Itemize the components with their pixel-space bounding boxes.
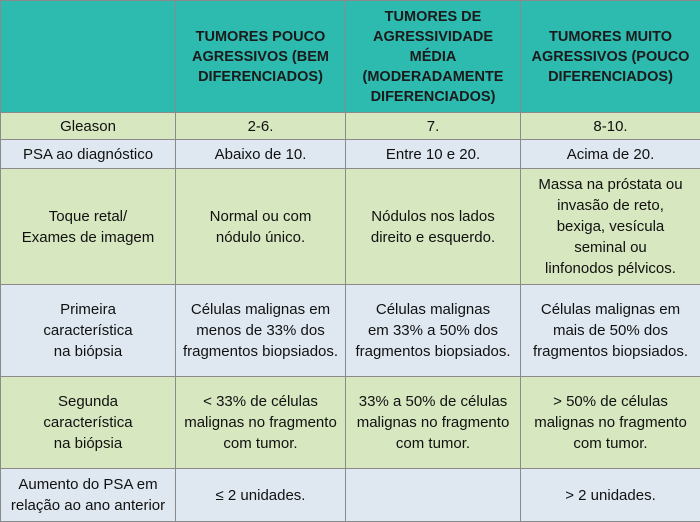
row-rectal-exam-imaging (1, 169, 700, 285)
cell-low: ≤ 2 unidades. (176, 469, 346, 522)
cell-low: Abaixo de 10. (176, 140, 346, 169)
cell-low: Normal ou com nódulo único. (176, 169, 346, 285)
header-low-aggressiveness: TUMORES POUCO AGRESSIVOS (BEM DIFERENCIADOS) (176, 1, 346, 113)
row-second-biopsy-feature (1, 377, 700, 469)
header-medium-aggressiveness: TUMORES DE AGRESSIVIDADE MÉDIA (MODERADAMENTE DIFERENCIADOS) (346, 1, 521, 113)
cell-high: Células malignas em mais de 50% dos fragmentos biopsiados. (521, 285, 700, 377)
row-gleason (1, 113, 700, 140)
row-label: PSA ao diagnóstico (1, 140, 176, 169)
row-label: Toque retal/ Exames de imagem (1, 169, 176, 285)
row-first-biopsy-feature (1, 285, 700, 377)
cell-high: 8-10. (521, 113, 700, 140)
row-label: Aumento do PSA em relação ao ano anterior (1, 469, 176, 522)
row-psa-diagnosis (1, 140, 700, 169)
cell-high: > 2 unidades. (521, 469, 700, 522)
cell-medium: Entre 10 e 20. (346, 140, 521, 169)
cell-medium (346, 469, 521, 522)
cell-medium: 33% a 50% de células malignas no fragmento com tumor. (346, 377, 521, 469)
row-label: Gleason (1, 113, 176, 140)
cell-low: < 33% de células malignas no fragmento com tumor. (176, 377, 346, 469)
header-high-aggressiveness: TUMORES MUITO AGRESSIVOS (POUCO DIFERENCIADOS) (521, 1, 700, 113)
cell-high: > 50% de células malignas no fragmento com tumor. (521, 377, 700, 469)
row-label: Primeira característica na biópsia (1, 285, 176, 377)
cell-high: Acima de 20. (521, 140, 700, 169)
cell-low: Células malignas em menos de 33% dos fragmentos biopsiados. (176, 285, 346, 377)
cell-medium: Células malignas em 33% a 50% dos fragmentos biopsiados. (346, 285, 521, 377)
header-corner-cell (1, 1, 176, 113)
cell-medium: Nódulos nos lados direito e esquerdo. (346, 169, 521, 285)
cell-medium: 7. (346, 113, 521, 140)
header-row (1, 1, 700, 113)
cell-high: Massa na próstata ou invasão de reto, bexiga, vesícula seminal ou linfonodos pélvicos. (521, 169, 700, 285)
row-label: Segunda característica na biópsia (1, 377, 176, 469)
cell-low: 2-6. (176, 113, 346, 140)
row-psa-increase (1, 469, 700, 522)
